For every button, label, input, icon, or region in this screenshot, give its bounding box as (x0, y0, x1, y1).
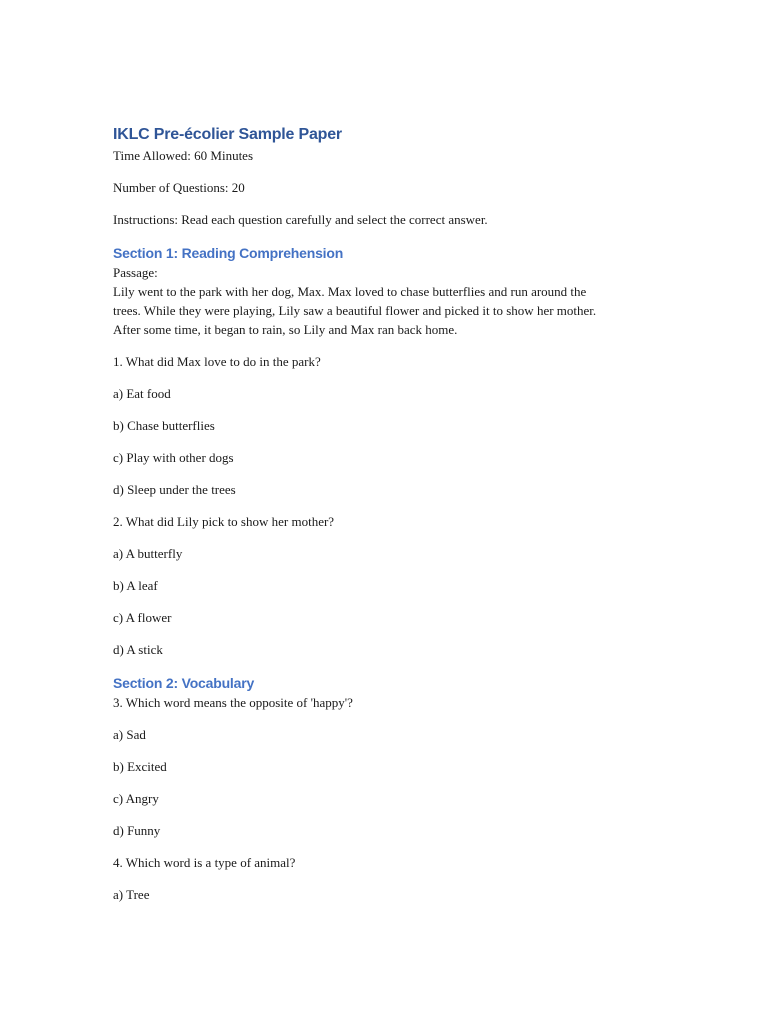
question-4-option-a: a) Tree (113, 887, 150, 902)
number-of-questions: Number of Questions: 20 (113, 180, 245, 195)
time-allowed: Time Allowed: 60 Minutes (113, 148, 254, 163)
document-page (113, 124, 673, 904)
question-1-option-b: b) Chase butterflies (113, 418, 215, 433)
section-2-heading: Section 2: Vocabulary (113, 675, 255, 691)
question-1-option-d: d) Sleep under the trees (113, 482, 236, 497)
question-1-option-c: c) Play with other dogs (113, 450, 234, 465)
passage-line: Lily went to the park with her dog, Max. Max loved to chase butterflies and run around the (113, 284, 587, 299)
question-4: 4. Which word is a type of animal? (113, 855, 296, 870)
question-3-option-c: c) Angry (113, 791, 159, 806)
question-2-option-a: a) A butterfly (113, 546, 183, 561)
question-2: 2. What did Lily pick to show her mother? (113, 514, 335, 529)
question-3: 3. Which word means the opposite of 'happy'? (113, 695, 353, 710)
question-2-option-c: c) A flower (113, 610, 172, 625)
question-1-option-a: a) Eat food (113, 386, 171, 401)
question-2-option-d: d) A stick (113, 642, 163, 657)
passage-line: trees. While they were playing, Lily saw a beautiful flower and picked it to show her mother. (113, 303, 597, 318)
instructions: Instructions: Read each question carefully and select the correct answer. (113, 212, 488, 227)
passage-line: After some time, it began to rain, so Lily and Max ran back home. (113, 322, 458, 337)
document-title: IKLC Pre-écolier Sample Paper (113, 126, 342, 143)
question-1: 1. What did Max love to do in the park? (113, 354, 321, 369)
question-2-option-b: b) A leaf (113, 578, 158, 593)
question-3-option-b: b) Excited (113, 759, 167, 774)
section-1-heading: Section 1: Reading Comprehension (113, 245, 344, 261)
question-3-option-a: a) Sad (113, 727, 146, 742)
question-3-option-d: d) Funny (113, 823, 161, 838)
passage-label: Passage: (113, 265, 158, 280)
